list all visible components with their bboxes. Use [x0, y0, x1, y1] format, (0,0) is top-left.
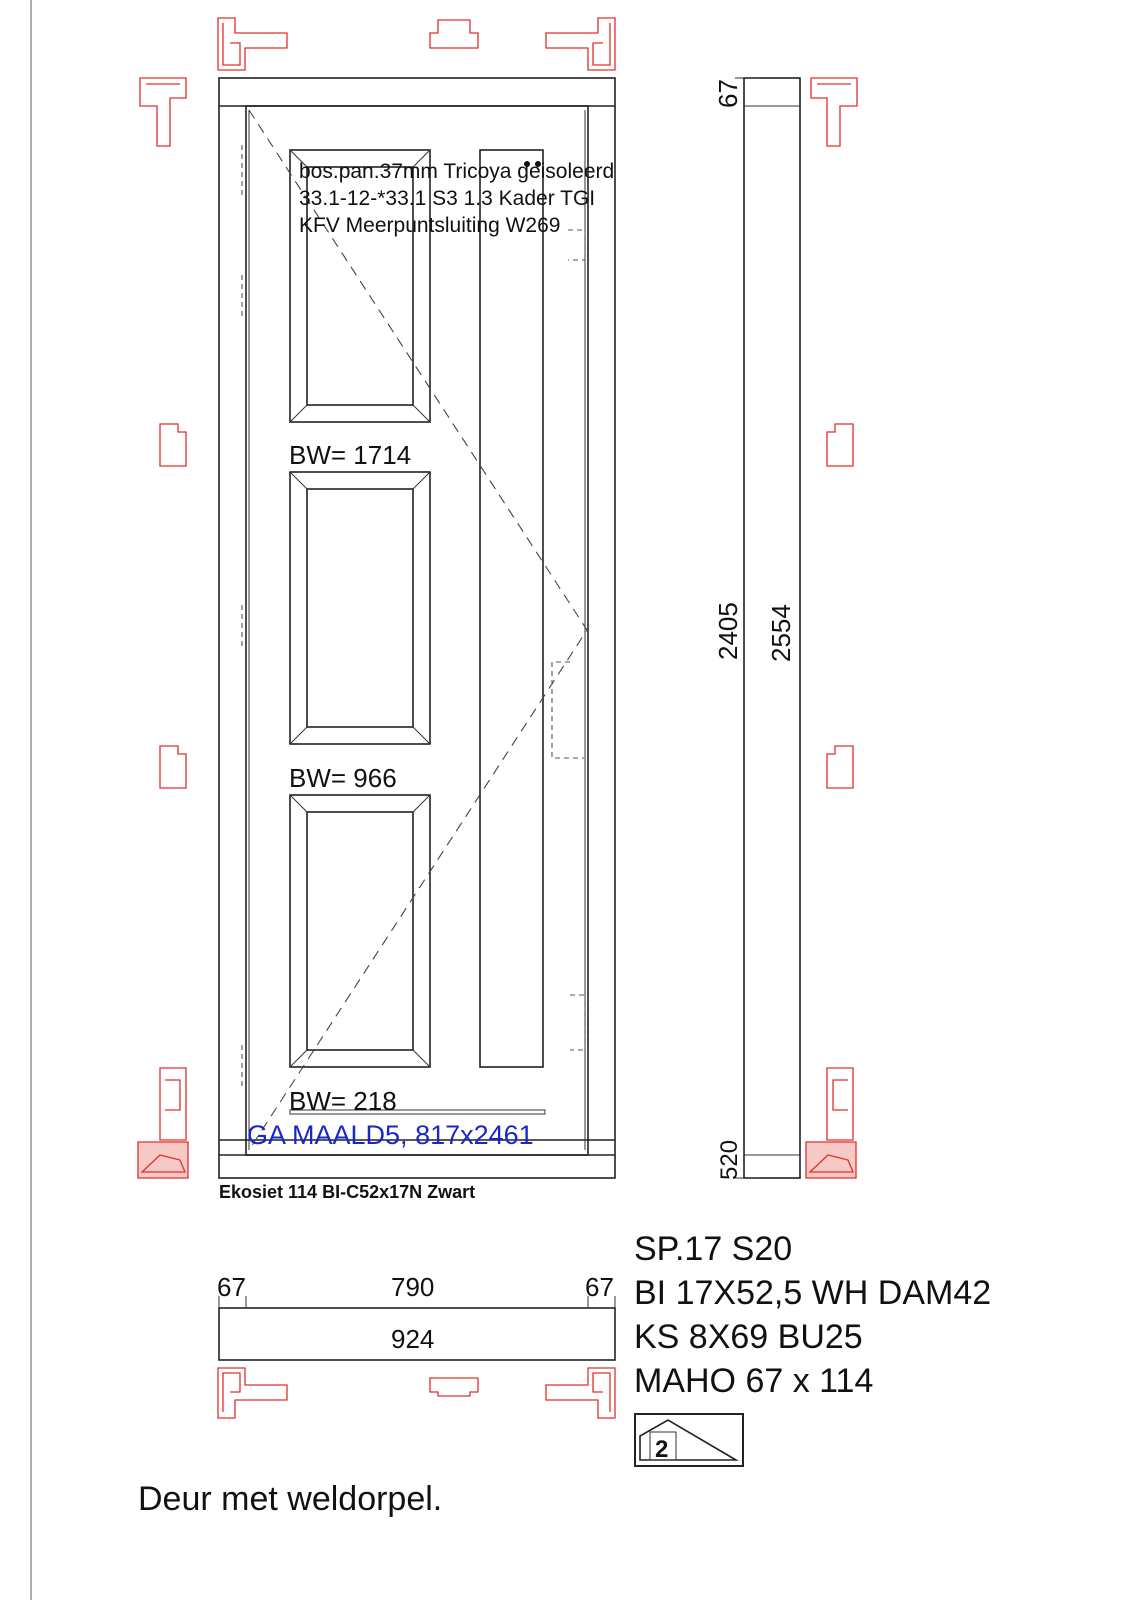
profile-right-mid-1	[827, 424, 853, 466]
note-line-1: bos.pan.37mm Tricoya geisoleerd	[299, 160, 615, 183]
profile-left-bottom	[160, 1068, 186, 1140]
note-line-2: 33.1-12-*33.1 S3 1.3 Kader TGI	[299, 187, 596, 210]
opening-direction-lines	[249, 110, 587, 1150]
panel-middle	[290, 472, 430, 744]
bw-label-1: BW= 1714	[289, 440, 412, 470]
bw-label-2: BW= 966	[289, 763, 397, 793]
sill-left	[138, 1142, 188, 1178]
profile-top-right	[546, 18, 615, 70]
profile-bottom-left	[218, 1368, 287, 1418]
hdim-right: 67	[585, 1272, 614, 1302]
profile-right-bottom	[827, 1068, 853, 1140]
profile-left-top	[140, 78, 186, 146]
side-glass-strip	[480, 150, 543, 1067]
sill-right	[806, 1142, 856, 1178]
frame-caption: Ekosiet 114 BI-C52x17N Zwart	[219, 1182, 476, 1202]
profile-left-mid-1	[160, 424, 186, 466]
door-leaf	[246, 106, 588, 1155]
profile-badge	[635, 1414, 743, 1466]
panel-bottom	[290, 795, 430, 1067]
door-frame-elevation	[219, 78, 615, 1178]
note-line-3: KFV Meerpuntsluiting W269	[299, 214, 561, 237]
spec-line-2: BI 17X52,5 WH DAM42	[634, 1274, 992, 1312]
spec-line-4: MAHO 67 x 114	[634, 1362, 874, 1400]
vdim-bottom: 520	[716, 1139, 743, 1180]
outer-frame	[219, 78, 615, 1178]
door-type-label: GA MAALD5, 817x2461	[247, 1120, 534, 1150]
profile-right-top	[811, 78, 857, 146]
spec-line-3: KS 8X69 BU25	[634, 1318, 863, 1356]
profile-left-mid-2	[160, 746, 186, 788]
vdim-top: 67	[713, 79, 743, 108]
profile-bottom-right	[546, 1368, 615, 1418]
spec-line-1: SP.17 S20	[634, 1230, 793, 1268]
profile-right-mid-2	[827, 746, 853, 788]
hdim-middle: 790	[391, 1272, 435, 1302]
footer-text: Deur met weldorpel.	[138, 1480, 443, 1518]
profile-top-middle	[430, 20, 478, 48]
profile-top-left	[218, 18, 287, 70]
hdim-left: 67	[217, 1272, 246, 1302]
badge-number: 2	[655, 1436, 669, 1463]
bw-label-3: BW= 218	[289, 1086, 397, 1116]
vdim-total: 2554	[766, 604, 796, 662]
hdim-total: 924	[391, 1324, 435, 1354]
profile-bottom-middle	[430, 1378, 478, 1396]
vdim-inner: 2405	[713, 602, 743, 660]
